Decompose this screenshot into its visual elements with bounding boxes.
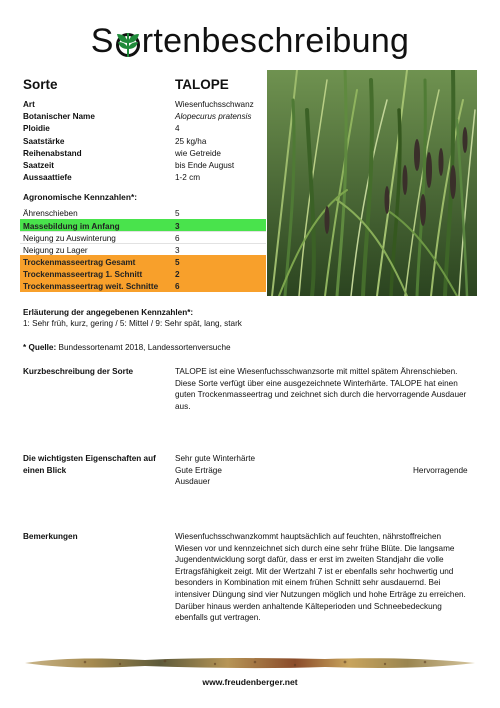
property-key: Saatzeit: [23, 160, 54, 170]
agro-key: Trockenmasseertrag Gesamt: [23, 257, 136, 267]
agro-key: Neigung zu Lager: [23, 245, 88, 255]
explanation-block: [23, 308, 242, 330]
agro-value: 6: [175, 233, 180, 243]
explanation-heading: Erläuterung der angegebenen Kennzahlen*:: [23, 308, 194, 317]
text-line: Jugendentwicklung sorgt dafür, dass er erst im zweiten Standjahr die volle: [175, 555, 444, 565]
agro-row-highlight-orange: [20, 255, 266, 267]
trait-left: Gute Erträge: [175, 465, 222, 475]
variety-name: TALOPE: [175, 77, 229, 92]
property-key: Botanischer Name: [23, 112, 95, 122]
property-value: Wiesenfuchsschwanz: [175, 100, 254, 109]
trait-left: Sehr gute Winterhärte: [175, 454, 256, 463]
agro-row: [20, 231, 266, 243]
agro-key: Neigung zu Auswinterung: [23, 233, 116, 243]
agro-key: Trockenmasseertrag 1. Schnitt: [23, 269, 143, 279]
source-text: Bundessortenamt 2018, Landessortenversuche: [58, 343, 231, 352]
sprout-o-icon: [115, 29, 141, 59]
variety-label: Sorte: [23, 77, 58, 92]
text-line: aus.: [175, 401, 191, 411]
property-value: Alopecurus pratensis: [175, 112, 252, 122]
agro-key: Massebildung im Anfang: [23, 221, 120, 231]
title-suffix: rtenbeschreibung: [141, 22, 410, 60]
text-line: Wiesenfuchsschwanzkommt hauptsächlich auf feuchten, nährstoffreichen: [175, 532, 442, 541]
key-traits-heading-line: Die wichtigsten Eigenschaften auf: [23, 454, 156, 463]
property-value: 1-2 cm: [175, 173, 201, 183]
title-prefix: S: [90, 22, 114, 60]
agro-key: Trockenmasseertrag weit. Schnitte: [23, 282, 159, 292]
text-line: Wiesen vor und kennzeichnet sich durch eine sehr frühe Blüte. Die langsame: [175, 543, 455, 553]
property-value: wie Getreide: [175, 148, 221, 158]
remarks-heading: Bemerkungen: [23, 532, 78, 541]
text-line: guten Trockenmasseertrag und zeichnet sich durch die hervorragende Ausdauer: [175, 390, 467, 400]
key-traits-body: [175, 453, 495, 488]
property-value: 25 kg/ha: [175, 136, 207, 146]
agro-value: 2: [175, 269, 180, 279]
agro-value: 5: [175, 257, 180, 267]
agro-row-highlight-orange: [20, 280, 266, 292]
text-line: Diese Sorte verfügt über eine ausgezeichnete Winterhärte. TALOPE hat einen: [175, 378, 458, 388]
agro-value: 3: [175, 245, 180, 255]
property-key: Ploidie: [23, 124, 50, 134]
agro-row: [20, 207, 266, 219]
agro-row-highlight-orange: [20, 267, 266, 279]
property-value: 4: [175, 124, 180, 134]
trait-line: [175, 476, 495, 488]
source-label: * Quelle:: [23, 343, 57, 352]
agro-table: [20, 207, 266, 292]
text-line: Darüber hinaus werden anhaltende Kälteperioden und Schneebedeckung: [175, 601, 442, 611]
text-line: TALOPE ist eine Wiesenfuchsschwanzsorte mit mittel spätem Ährenschieben.: [175, 367, 458, 376]
page-title: [0, 22, 500, 61]
short-description-heading: Kurzbeschreibung der Sorte: [23, 367, 134, 376]
agro-row-highlight-green: [20, 219, 266, 231]
remarks-body: [175, 531, 495, 624]
property-value: bis Ende August: [175, 160, 235, 170]
short-description-body: [175, 366, 495, 412]
agro-value: 3: [175, 221, 180, 231]
trait-right: Hervorragende: [413, 465, 468, 475]
text-line: Ertragsfähigkeit zeigt. Mit der Wertzahl 7 ist er ebenfalls sehr hochwertig und: [175, 566, 454, 576]
source-line: [23, 343, 231, 352]
key-traits-heading: [23, 453, 171, 476]
property-key: Art: [23, 100, 35, 109]
agro-row: [20, 243, 266, 255]
website-link[interactable]: www.freudenberger.net: [202, 677, 298, 687]
text-line: intensiver Düngung sind vier Nutzungen möglich und hohe Erträge zu erreichen.: [175, 589, 466, 599]
text-line: ebenfalls gut vertragen.: [175, 613, 261, 623]
agro-key: Ährenschieben: [23, 208, 78, 218]
seed-band-decoration: [25, 654, 475, 672]
property-key: Reihenabstand: [23, 148, 82, 158]
property-key: Saatstärke: [23, 136, 65, 146]
key-traits-heading-line: einen Blick: [23, 465, 67, 475]
trait-left: Ausdauer: [175, 477, 211, 487]
agro-value: 6: [175, 282, 180, 292]
explanation-text: 1: Sehr früh, kurz, gering / 5: Mittel / 9: Sehr spät, lang, stark: [23, 318, 242, 328]
agro-heading: Agronomische Kennzahlen*:: [23, 192, 138, 202]
text-line: besonders in Kombination mit einem frühen Schnitt sehr ausdauernd. Bei: [175, 578, 441, 588]
trait-line: [175, 453, 495, 465]
agro-value: 5: [175, 208, 180, 218]
property-key: Aussaattiefe: [23, 173, 72, 183]
trait-line: [175, 465, 495, 477]
grass-photo: [267, 70, 477, 296]
